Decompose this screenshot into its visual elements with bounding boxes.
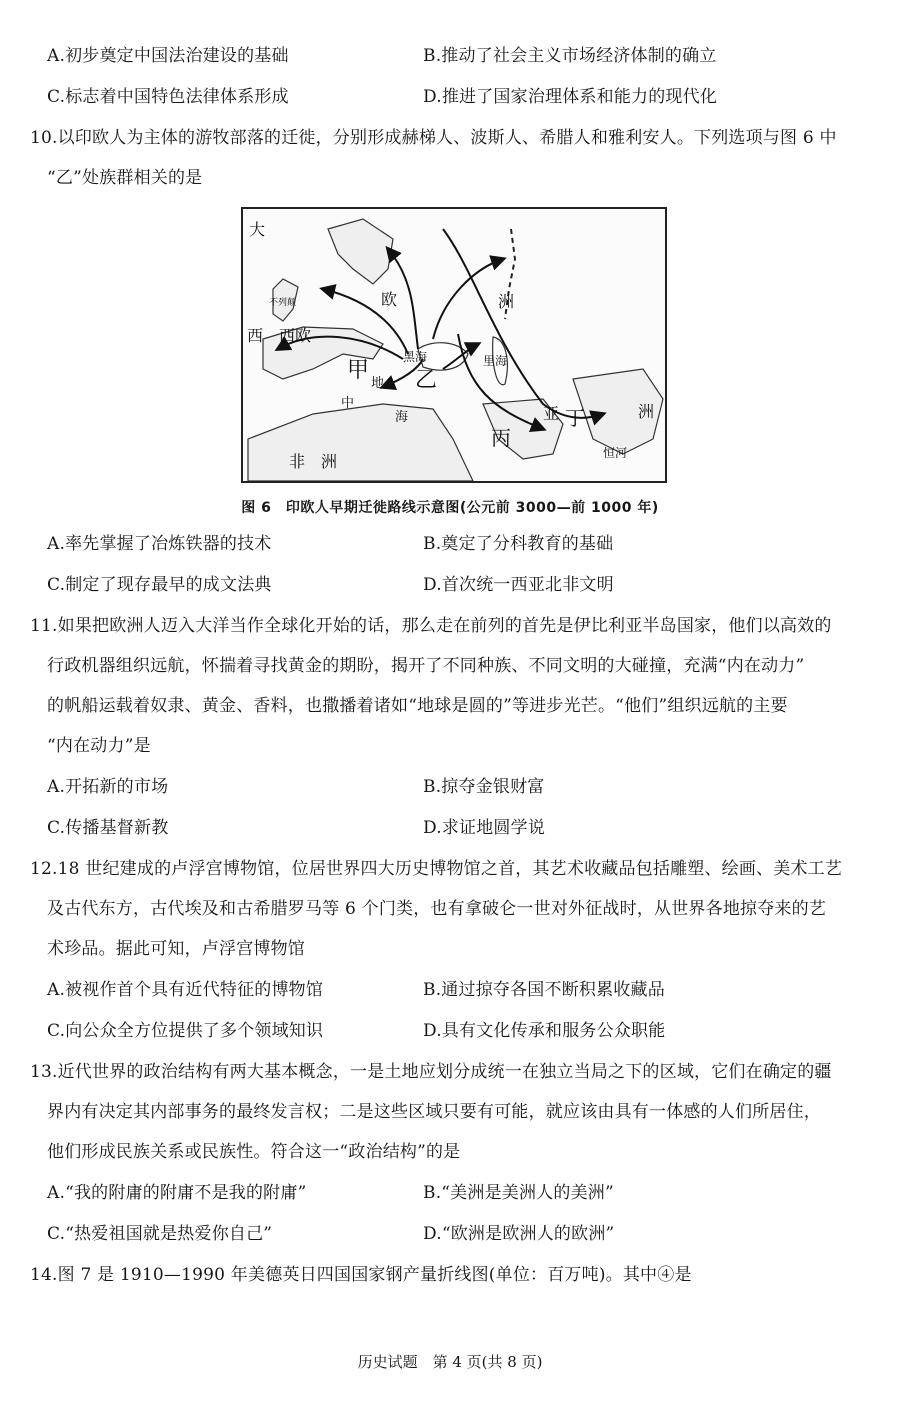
q11-option-a[interactable]: A.开拓新的市场: [47, 777, 169, 797]
q11-option-c[interactable]: C.传播基督新教: [47, 818, 169, 838]
q10-option-d[interactable]: D.首次统一西亚北非文明: [423, 575, 614, 595]
label-black-sea: 黑海: [403, 350, 428, 364]
q9-option-c[interactable]: C.标志着中国特色法律体系形成: [47, 87, 289, 107]
label-ding: 丁: [565, 406, 585, 430]
q11-option-d[interactable]: D.求证地圆学说: [423, 818, 546, 838]
label-xi-ou: 西欧: [279, 326, 312, 345]
label-uk: 不列颠: [269, 298, 297, 308]
label-ou: 欧: [381, 290, 398, 309]
map-caption: 图 6 印欧人早期迁徙路线示意图(公元前 3000—前 1000 年): [241, 500, 659, 516]
label-jia: 甲: [347, 358, 370, 383]
q10-option-a[interactable]: A.率先掌握了冶炼铁器的技术: [47, 534, 272, 554]
q11-stem-line-4: “内在动力”是: [47, 736, 151, 756]
label-bing: 丙: [491, 426, 511, 450]
q13-stem-line-1: 13.近代世界的政治结构有两大基本概念，一是土地应划分成统一在独立当局之下的区域，它们在确定的疆: [30, 1062, 832, 1082]
label-ganges: 恒河: [603, 446, 628, 460]
q13-option-b[interactable]: B.“美洲是美洲人的美洲”: [423, 1183, 614, 1203]
label-yi: 乙: [415, 368, 438, 393]
q10-stem-line-2: “乙”处族群相关的是: [47, 168, 203, 188]
label-di: 地: [371, 376, 385, 391]
scandinavia-shape: [328, 219, 393, 284]
label-zhou-asia: 洲: [638, 402, 655, 421]
page-footer: 历史试题 第 4 页(共 8 页): [357, 1353, 543, 1371]
q10-option-c[interactable]: C.制定了现存最早的成文法典: [47, 575, 272, 595]
q11-stem-line-1: 11.如果把欧洲人迈入大洋当作全球化开始的话，那么走在前列的首先是伊比利亚半岛国家，他们以高效的: [30, 616, 832, 636]
q12-option-c[interactable]: C.向公众全方位提供了多个领域知识: [47, 1021, 324, 1041]
q14-stem: 14.图 7 是 1910—1990 年美德英日四国国家钢产量折线图(单位：百万吨)。其中④是: [30, 1265, 692, 1285]
q10-stem-line-1: 10.以印欧人为主体的游牧部落的迁徙，分别形成赫梯人、波斯人、希腊人和雅利安人。下列选项与图 6 中: [30, 128, 837, 148]
q11-stem-line-2: 行政机器组织远航，怀揣着寻找黄金的期盼，揭开了不同种族、不同文明的大碰撞，充满“内在动力”: [47, 656, 805, 676]
q13-option-d[interactable]: D.“欧洲是欧洲人的欧洲”: [423, 1224, 615, 1244]
migration-map-svg: [243, 209, 665, 481]
label-africa: 非 洲: [289, 452, 338, 471]
q9-option-d[interactable]: D.推进了国家治理体系和能力的现代化: [423, 87, 718, 107]
q11-stem-line-3: 的帆船运载着奴隶、黄金、香料，也撒播着诸如“地球是圆的”等进步光芒。“他们”组织远航的主要: [47, 696, 788, 716]
q12-option-d[interactable]: D.具有文化传承和服务公众职能: [423, 1021, 666, 1041]
q13-stem-line-2: 界内有决定其内部事务的最终发言权；二是这些区域只要有可能，就应该由具有一体感的人们所居住，: [47, 1102, 821, 1122]
label-hai-med: 海: [395, 410, 409, 425]
migration-map: [241, 207, 667, 483]
q11-option-b[interactable]: B.掠夺金银财富: [423, 777, 545, 797]
label-caspian: 里海: [483, 354, 508, 368]
q12-stem-line-2: 及古代东方，古代埃及和古希腊罗马等 6 个门类，也有拿破仑一世对外征战时，从世界各地掠夺来的艺: [47, 899, 827, 919]
q12-stem-line-3: 术珍品。据此可知，卢浮宫博物馆: [47, 939, 305, 959]
q9-option-b[interactable]: B.推动了社会主义市场经济体制的确立: [423, 46, 717, 66]
q12-stem-line-1: 12.18 世纪建成的卢浮宫博物馆，位居世界四大历史博物馆之首，其艺术收藏品包括雕塑、绘画、美术工艺: [30, 859, 843, 879]
q13-option-c[interactable]: C.“热爱祖国就是热爱你自己”: [47, 1224, 273, 1244]
label-ya: 亚: [543, 404, 560, 423]
map-coastlines: [248, 219, 663, 481]
africa-shape: [248, 404, 473, 481]
q12-option-b[interactable]: B.通过掠夺各国不断积累收藏品: [423, 980, 665, 1000]
q9-option-a[interactable]: A.初步奠定中国法治建设的基础: [47, 46, 289, 66]
label-zhou-eu: 洲: [498, 292, 515, 311]
q13-stem-line-3: 他们形成民族关系或民族性。符合这一“政治结构”的是: [47, 1142, 461, 1162]
q12-option-a[interactable]: A.被视作首个具有近代特征的博物馆: [47, 980, 324, 1000]
q10-option-b[interactable]: B.奠定了分科教育的基础: [423, 534, 614, 554]
label-da: 大: [249, 220, 266, 239]
label-zhong: 中: [341, 396, 355, 411]
label-xi: 西: [247, 326, 264, 345]
q13-option-a[interactable]: A.“我的附庸的附庸不是我的附庸”: [47, 1183, 307, 1203]
